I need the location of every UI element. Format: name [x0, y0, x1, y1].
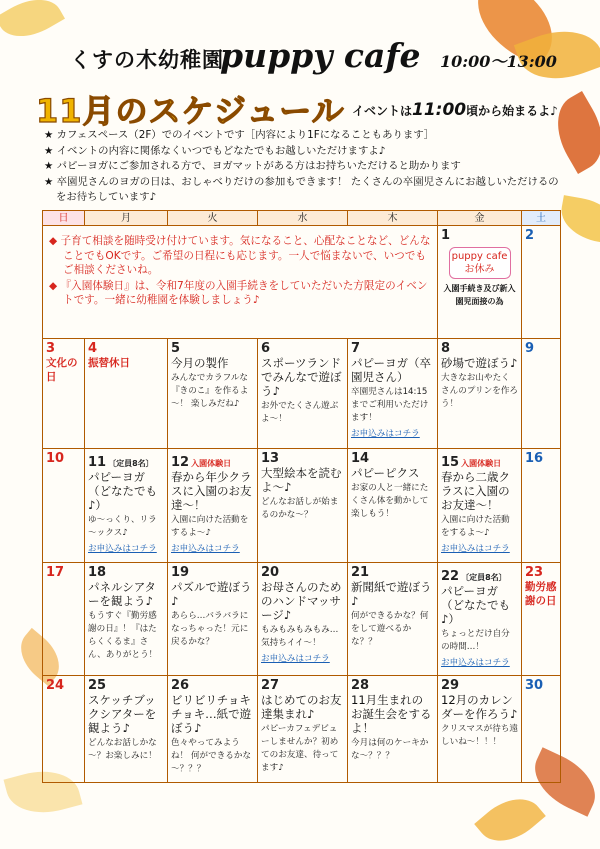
cafe-name: puppy cafe: [220, 36, 421, 75]
weekday-mon: 月: [85, 211, 168, 226]
day-cell-10: 10: [43, 449, 85, 563]
day-cell-16: 16: [522, 449, 560, 563]
cafe-closed-badge: puppy cafe お休み: [449, 247, 511, 279]
cafe-hours: 10:00～13:00: [440, 52, 557, 71]
day-cell-15: 15 入園体験日 春から二歳クラスに入園のお友達～！ 入園に向けた活動をするよ～♪ お申込みはコチラ: [438, 449, 522, 563]
note-item: ★ イベントの内容に関係なくいつでもどなたでもお越しいただけますよ♪: [44, 144, 386, 157]
weekday-thu: 木: [348, 211, 438, 226]
day-cell-4: 4 振替休日: [85, 339, 168, 449]
day-cell-2: 2: [522, 226, 560, 339]
notes-list: [44, 128, 564, 206]
weekday-tue: 火: [168, 211, 258, 226]
day-cell-13: 13 大型絵本を読むよ～♪ どんなお話しが始まるのかな～？: [258, 449, 348, 563]
day-cell-26: 26 ビリビリチョキチョキ…紙で遊ぼう♪ 色々やってみようね！ 何ができるかな～？？？: [168, 676, 258, 782]
weekday-sun: 日: [43, 211, 85, 226]
day-cell-6: 6 スポーツランドでみんなで遊ぼう♪ お外でたくさん遊ぶよ～！: [258, 339, 348, 449]
day-cell-23: 23 勤労感謝の日: [522, 563, 560, 676]
page-title: 11月のスケジュール: [36, 92, 345, 130]
apply-link[interactable]: お申込みはコチラ: [171, 544, 240, 554]
apply-link[interactable]: お申込みはコチラ: [261, 654, 330, 664]
day-cell-25: 25 スケッチブックシアターを観よう♪ どんなお話しかな～？お楽しみに！: [85, 676, 168, 782]
day-cell-1: 1 puppy cafe お休み 入園手続き及び新入園児面接の為: [438, 226, 522, 339]
day-cell-22: 22 〔定員8名〕 パピーヨガ（どなたでも♪） ちょっとだけ自分の時間…！ お申込みはコチラ: [438, 563, 522, 676]
day-cell-28: 28 11月生まれのお誕生会をするよ！ 今月は何のケーキかな～？？？: [348, 676, 438, 782]
day-cell-20: 20 お母さんのためのハンドマッサージ♪ もみもみもみもみ…気持ちイイ～！ お申込みはコチラ: [258, 563, 348, 676]
day-cell-27: 27 はじめてのお友達集まれ♪ パピーカフェデビューしませんか？初めてのお友達、待ってます♪: [258, 676, 348, 782]
apply-link[interactable]: お申込みはコチラ: [441, 658, 510, 668]
day-cell-11: 11 〔定員8名〕 パピーヨガ（どなたでも♪） ゆ～っくり、リラ～ックス♪ お申込みはコチラ: [85, 449, 168, 563]
note-item: ★ パピーヨガにご参加される方で、ヨガマットがある方はお持ちいただけると助かります: [44, 160, 461, 172]
day-cell-5: 5 今月の製作 みんなでカラフルな『きのこ』を作るよ～！ 楽しみだね♪: [168, 339, 258, 449]
day-cell-12: 12 入園体験日 春から年少クラスに入園のお友達～！ 入園に向けた活動をするよ～♪ お申込みはコチラ: [168, 449, 258, 563]
day-cell-19: 19 パズルで遊ぼう♪ あらら…バラバラになっちゃった！元に戻るかな？: [168, 563, 258, 676]
day-cell-9: 9: [522, 339, 560, 449]
weekday-wed: 水: [258, 211, 348, 226]
day-cell-3: 3 文化の日: [43, 339, 85, 449]
info-box: [43, 226, 438, 339]
school-name: くすの木幼稚園: [70, 48, 224, 72]
info-line: ◆ 『入園体験日』は、令和7年度の入園手続きをしていただいた方限定のイベントです。一緒に幼稚園を体験しましょう♪: [49, 279, 428, 306]
apply-link[interactable]: お申込みはコチラ: [88, 544, 157, 554]
event-start-note: イベントは11:00頃から始まるよ♪: [352, 100, 558, 120]
calendar: [42, 210, 561, 783]
weekday-fri: 金: [438, 211, 522, 226]
note-item: ★ 卒園児さんのヨガの日は、おしゃべりだけの参加もできます！ たくさんの卒園児さんにお越しいただけるのをお待ちしています♪: [44, 175, 559, 203]
day-cell-7: 7 パピーヨガ（卒園児さん） 卒園児さんは14:15までご利用いただけます！ お申込みはコチラ: [348, 339, 438, 449]
weekday-sat: 土: [522, 211, 560, 226]
apply-link[interactable]: お申込みはコチラ: [351, 429, 420, 439]
day-cell-24: 24: [43, 676, 85, 782]
info-line: ◆ 子育て相談を随時受け付けています。気になること、心配なことなど、どんなことでもOKです。ご希望の日程にも応じます。一人で悩まないで、いつでもご相談くださいね。: [49, 235, 431, 276]
apply-link[interactable]: お申込みはコチラ: [441, 544, 510, 554]
day-cell-29: 29 12月のカレンダーを作ろう♪ クリスマスが待ち遠しいね～！！！: [438, 676, 522, 782]
day-cell-14: 14 パピーピクス お家の人と一緒にたくさん体を動かして楽しもう！: [348, 449, 438, 563]
day-cell-18: 18 パネルシアターを観よう♪ もうすぐ『勤労感謝の日』！『はたらくくるま』さん、ありがとう！: [85, 563, 168, 676]
day-cell-17: 17: [43, 563, 85, 676]
day-cell-30: 30: [525, 678, 544, 693]
note-item: ★ カフェスペース（2F）でのイベントです［内容により1Fになることもあります］: [44, 129, 435, 141]
day-cell-21: 21 新聞紙で遊ぼう♪ 何ができるかな？何をして遊べるかな？？: [348, 563, 438, 676]
day-cell-8: 8 砂場で遊ぼう♪ 大きなお山やたくさんのプリンを作ろう！: [438, 339, 522, 449]
